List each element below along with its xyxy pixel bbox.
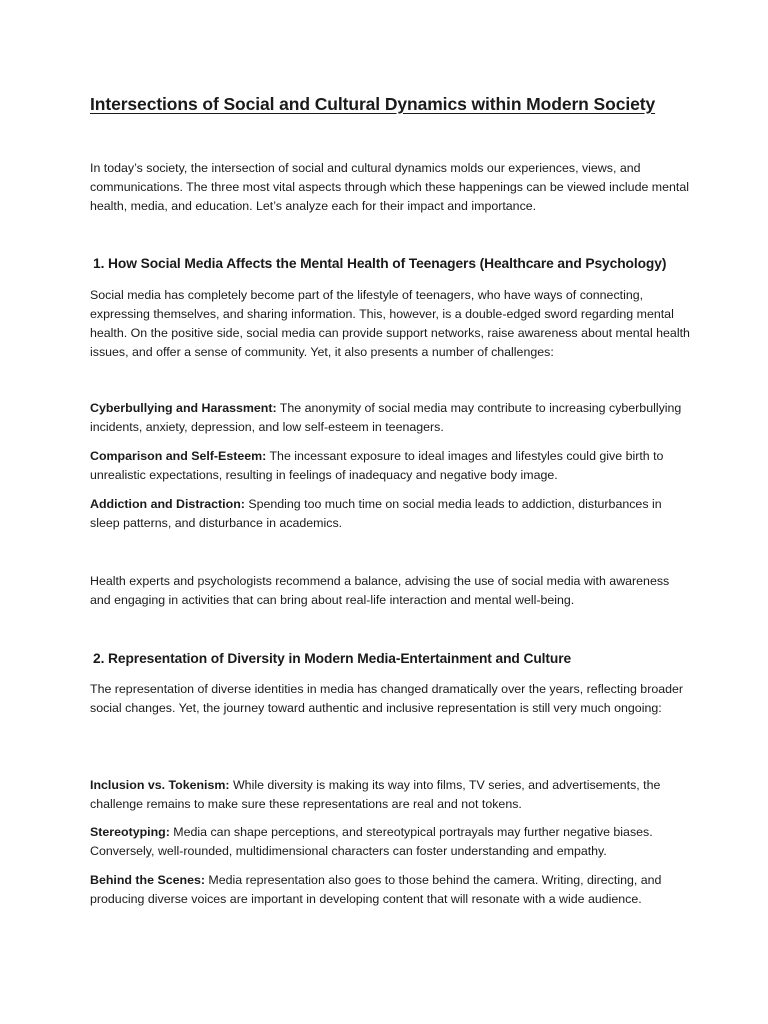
section-2-point-behind-scenes bbox=[90, 871, 690, 909]
point-text: Media can shape perceptions, and stereotypical portrayals may further negative biases. Conversely, well-rounded, multidimensional characters can foster understanding and empathy. bbox=[90, 825, 653, 858]
point-term: Comparison and Self-Esteem: bbox=[90, 449, 267, 463]
point-text: The anonymity of social media may contribute to increasing cyberbullying incidents, anxiety, depression, and low self-esteem in teenagers. bbox=[90, 401, 682, 434]
section-1-closing: Health experts and psychologists recommend a balance, advising the use of social media with awareness and engaging in activities that can bring about real-life interaction and mental well-being. bbox=[90, 574, 670, 607]
point-term: Behind the Scenes: bbox=[90, 873, 205, 887]
point-term: Cyberbullying and Harassment: bbox=[90, 401, 277, 415]
point-term: Stereotyping: bbox=[90, 825, 170, 839]
section-1-point-addiction bbox=[90, 495, 690, 533]
point-text: Media representation also goes to those behind the camera. Writing, directing, and producing diverse voices are important in developing content that will resonate with a wide audience. bbox=[90, 873, 662, 906]
section-2-point-inclusion bbox=[90, 776, 690, 814]
intro-paragraph: In today’s society, the intersection of social and cultural dynamics molds our experiences, views, and communications. The three most vital aspects through which these happenings can be viewed include mental health, media, and education. Let’s analyze each for their impact and importance. bbox=[90, 161, 689, 213]
section-1-point-cyberbullying bbox=[90, 399, 690, 437]
point-text: While diversity is making its way into films, TV series, and advertisements, the challenge remains to make sure these representations are real and not tokens. bbox=[90, 778, 661, 811]
section-2-heading: 2. Representation of Diversity in Modern Media-Entertainment and Culture bbox=[93, 651, 572, 666]
document-title: Intersections of Social and Cultural Dynamics within Modern Society bbox=[90, 94, 656, 114]
section-1-intro: Social media has completely become part of the lifestyle of teenagers, who have ways of connecting, expressing themselves, and sharing information. This, however, is a double-edged sword regarding mental health. On the positive side, social media can provide support networks, raise awareness about mental health issues, and offer a sense of community. Yet, it also presents a number of challenges: bbox=[90, 288, 690, 359]
point-term: Addiction and Distraction: bbox=[90, 497, 245, 511]
section-2-intro: The representation of diverse identities in media has changed dramatically over the years, reflecting broader social changes. Yet, the journey toward authentic and inclusive representation is still very much ongoing: bbox=[90, 682, 684, 715]
point-term: Inclusion vs. Tokenism: bbox=[90, 778, 230, 792]
section-2-point-stereotyping bbox=[90, 823, 690, 861]
section-1-point-comparison bbox=[90, 447, 690, 485]
point-text: The incessant exposure to ideal images and lifestyles could give birth to unrealistic expectations, resulting in feelings of inadequacy and negative body image. bbox=[90, 449, 664, 482]
section-1-heading: 1. How Social Media Affects the Mental Health of Teenagers (Healthcare and Psychology) bbox=[93, 256, 667, 271]
point-text: Spending too much time on social media leads to addiction, disturbances in sleep patterns, and disturbance in academics. bbox=[90, 497, 662, 530]
